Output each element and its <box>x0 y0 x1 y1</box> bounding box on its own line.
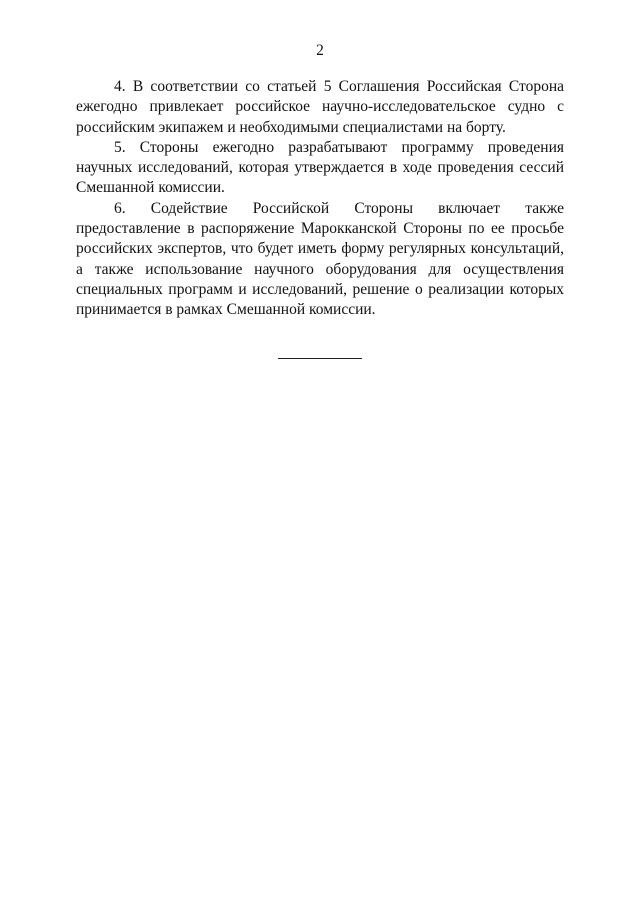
paragraph-4: 4. В соответствии со статьей 5 Соглашения Российская Сторона ежегодно привлекает российское научно-исследовательское судно с российским экипажем и необходимыми специалистами на борту. <box>76 78 564 136</box>
document-body <box>76 77 564 321</box>
paragraph-6: 6. Содействие Российской Стороны включает также предоставление в распоряжение Марокканской Стороны по ее просьбе российских экспертов, что будет иметь форму регулярных консультаций, а также использование научного оборудования для осуществления специальных программ и исследований, решение о реализации которых принимается в рамках Смешанной комиссии. <box>76 199 564 319</box>
closing-separator-line <box>278 358 362 359</box>
page-number: 2 <box>316 42 324 59</box>
paragraph-5: 5. Стороны ежегодно разрабатывают программу проведения научных исследований, которая утверждается в ходе проведения сессий Смешанной комиссии. <box>76 138 564 197</box>
